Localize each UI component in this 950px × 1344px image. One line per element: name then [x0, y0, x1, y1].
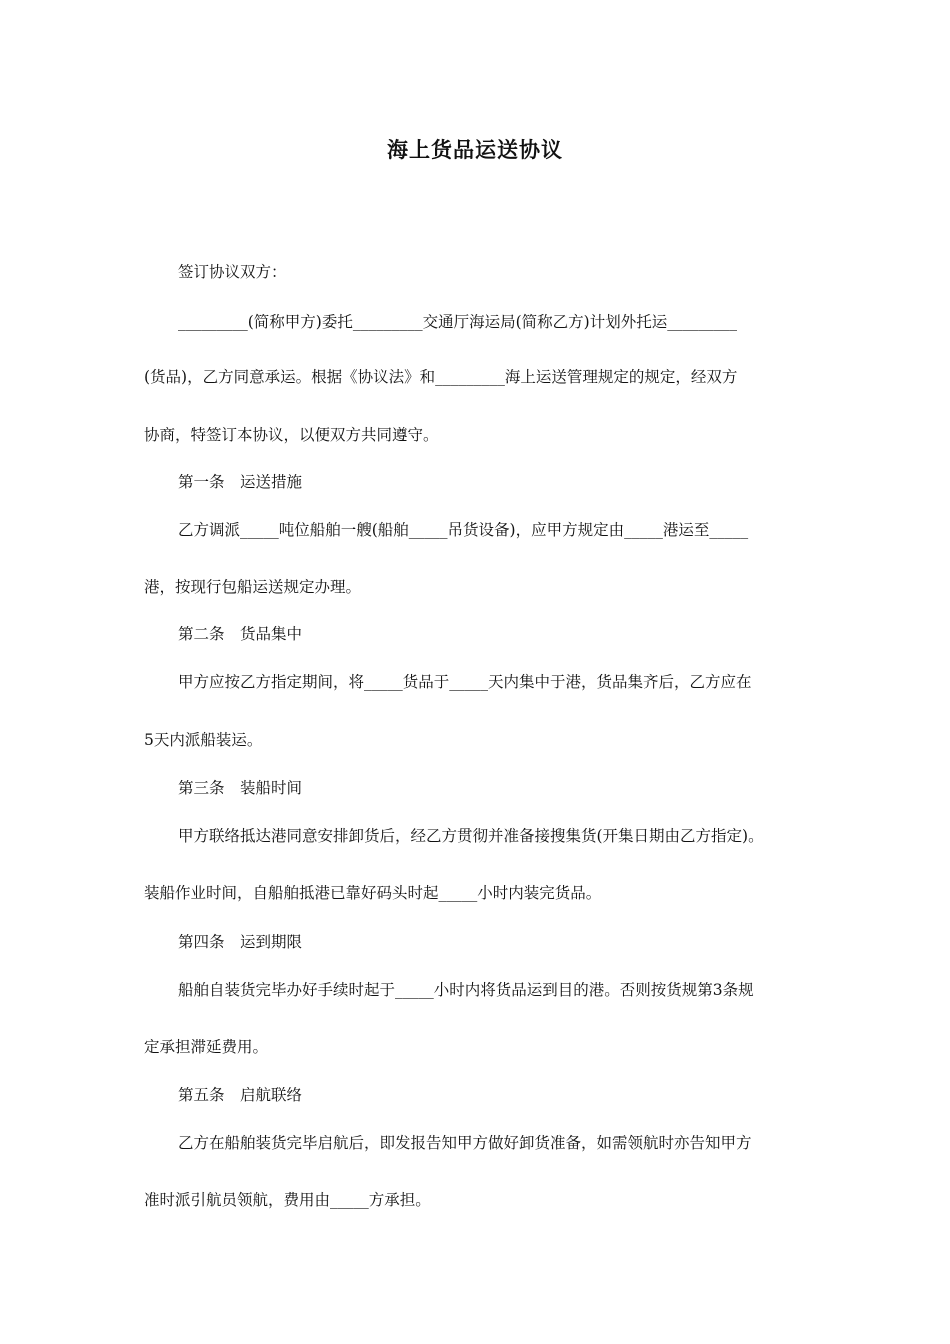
article-5-line-1: 乙方在船舶装货完毕启航后，即发报告知甲方做好卸货准备，如需领航时亦告知甲方 [178, 1134, 752, 1152]
article-2-line-2: 5天内派船装运。 [144, 731, 263, 749]
article-4-line-2: 定承担滞延费用。 [144, 1038, 269, 1056]
document-title: 海上货品运送协议 [387, 137, 563, 162]
article-5-heading: 第五条 启航联络 [178, 1086, 303, 1104]
paragraph-preamble-line-2: (货品)，乙方同意承运。根据《协议法》和_________海上运送管理规定的规定，经双方 [144, 368, 738, 386]
article-5-line-2: 准时派引航员领航，费用由_____方承担。 [144, 1191, 431, 1209]
article-1-line-2: 港，按现行包船运送规定办理。 [144, 578, 362, 596]
article-3-line-2: 装船作业时间，自船舶抵港已靠好码头时起_____小时内装完货品。 [144, 884, 602, 902]
paragraph-parties-intro: 签订协议双方： [178, 263, 287, 281]
article-1-heading: 第一条 运送措施 [178, 473, 303, 491]
article-4-line-1: 船舶自装货完毕办好手续时起于_____小时内将货品运到目的港。否则按货规第3条规 [178, 981, 754, 999]
article-2-heading: 第二条 货品集中 [178, 625, 303, 643]
paragraph-preamble-line-1: _________(简称甲方)委托_________交通厅海运局(简称乙方)计划外托运_________ [178, 313, 737, 331]
article-3-heading: 第三条 装船时间 [178, 779, 303, 797]
article-1-line-1: 乙方调派_____吨位船舶一艘(船舶_____吊货设备)，应甲方规定由_____港运至_____ [178, 521, 749, 539]
article-2-line-1: 甲方应按乙方指定期间，将_____货品于_____天内集中于港，货品集齐后，乙方应在 [178, 673, 752, 691]
article-3-line-1: 甲方联络抵达港同意安排卸货后，经乙方贯彻并准备接搜集货(开集日期由乙方指定)。 [178, 827, 764, 845]
article-4-heading: 第四条 运到期限 [178, 933, 303, 951]
paragraph-preamble-line-3: 协商，特签订本协议，以便双方共同遵守。 [144, 426, 439, 444]
